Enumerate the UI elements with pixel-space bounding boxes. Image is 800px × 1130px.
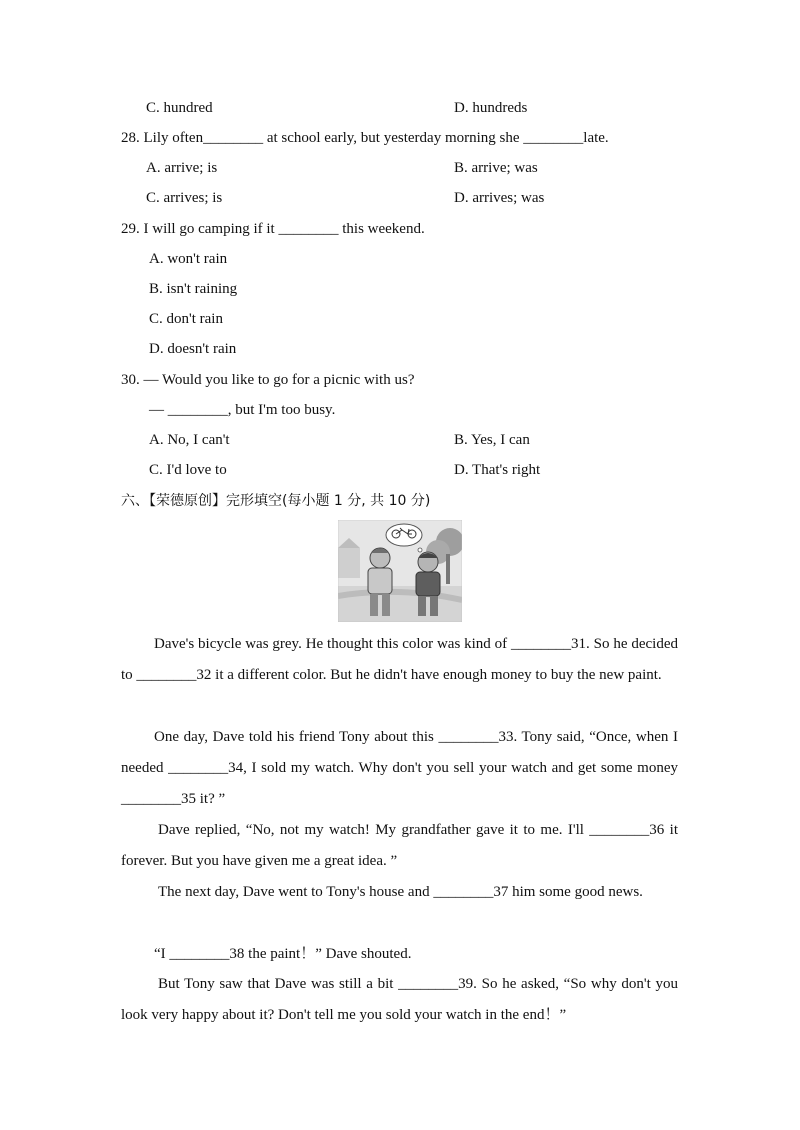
q30-option-d: D. That's right	[454, 462, 541, 478]
passage-text: The next day, Dave went to Tony's house and ________37 him some good news.	[158, 884, 643, 900]
q27-option-d: D. hundreds	[454, 100, 528, 116]
passage-text: Dave's bicycle was grey. He thought this color was kind of ________31. So he decided to ________32 it a different color. But he didn't have enough money to buy the new paint.	[121, 636, 678, 683]
q28-option-a: A. arrive; is	[146, 160, 218, 176]
q27-option-c: C. hundred	[146, 100, 213, 116]
q28-option-d: D. arrives; was	[454, 190, 545, 206]
q29-option-d: D. doesn't rain	[149, 341, 237, 357]
passage-paragraph-2	[121, 722, 678, 815]
passage-text: Dave replied, “No, not my watch! My grandfather gave it to me. I'll ________36 it forever. But you have given me a great idea. ”	[121, 822, 678, 869]
q28-stem: 28. Lily often________ at school early, but yesterday morning she ________late.	[121, 130, 609, 146]
passage-text: “I ________38 the paint！” Dave shouted.	[154, 946, 412, 962]
passage-paragraph-1	[121, 629, 678, 691]
q28-option-c: C. arrives; is	[146, 190, 223, 206]
passage-paragraph-6	[121, 969, 678, 1031]
passage-paragraph-3	[121, 815, 678, 877]
q30-option-b: B. Yes, I can	[454, 432, 530, 448]
passage-paragraph-4	[121, 877, 678, 908]
q29-option-b: B. isn't raining	[149, 281, 238, 297]
q29-option-c: C. don't rain	[149, 311, 223, 327]
q30-option-a: A. No, I can't	[149, 432, 230, 448]
q30-option-c: C. I'd love to	[149, 462, 227, 478]
passage-paragraph-5	[121, 939, 678, 970]
cloze-illustration	[338, 520, 462, 622]
passage-text: But Tony saw that Dave was still a bit ________39. So he asked, “So why don't you look very happy about it? Don't tell me you sold your watch in the end！”	[121, 976, 678, 1023]
passage-text: One day, Dave told his friend Tony about this ________33. Tony said, “Once, when I needed ________34, I sold my watch. Why don't you sell your watch and get some money ________35 it? ”	[121, 729, 678, 807]
section-title: 六、【荣德原创】完形填空(每小题 1 分, 共 10 分)	[121, 493, 431, 509]
q29-option-a: A. won't rain	[149, 251, 228, 267]
q30-stem: 30. — Would you like to go for a picnic with us?	[121, 372, 415, 388]
q29-stem: 29. I will go camping if it ________ this weekend.	[121, 221, 425, 237]
q30-reply: — ________, but I'm too busy.	[149, 402, 336, 418]
q28-option-b: B. arrive; was	[454, 160, 538, 176]
